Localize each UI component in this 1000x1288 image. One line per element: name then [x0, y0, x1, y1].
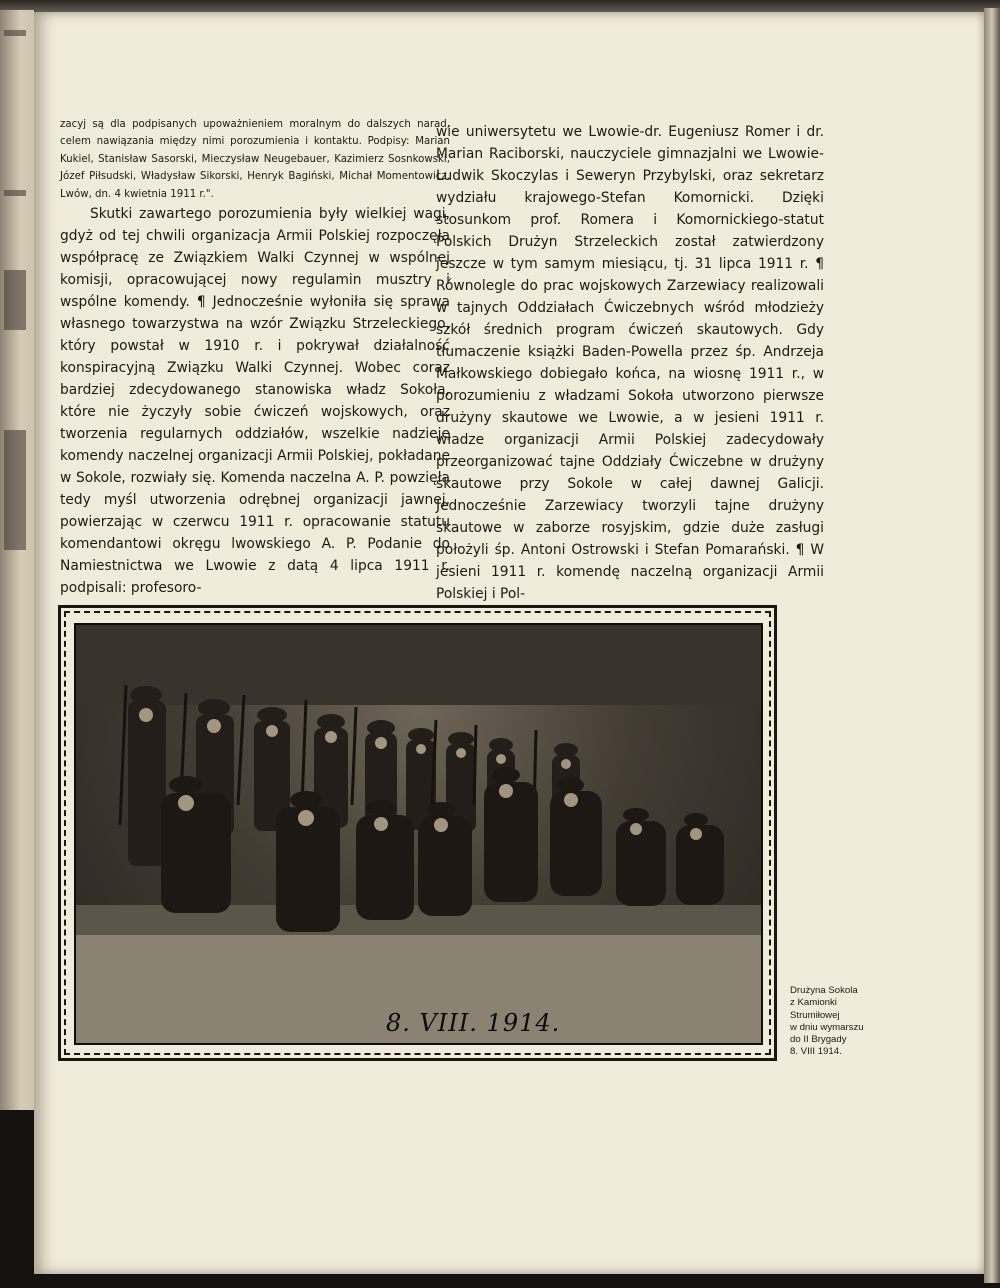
quoted-document-ending: zacyj są dla podpisanych upoważnieniem moralnym do dalszych narad, celem nawiązania między nimi porozumienia i kontaktu. Podpisy: Marian Kukiel, Stanisław Sasorski, Mieczysław Neugebauer, Kazimierz Sosnkowski, Józef Piłsudski, Władysław Sikorski, Henryk Bagiński, Michał Momentowicz. Lwów, dn. 4 kwietnia 1911 r.".: [60, 119, 450, 200]
photo-ornamental-frame: [58, 605, 777, 1061]
page-fragment: [4, 430, 26, 550]
caption-line: do II Brygady: [790, 1034, 847, 1046]
book-right-edge: [984, 8, 1000, 1283]
caption-line: Drużyna Sokola: [790, 985, 858, 996]
left-body-paragraph: Skutki zawartego porozumienia były wielkiej wagi, gdyż od tej chwili organizacja Armii Polskiej rozpoczęła współpracę ze Związkiem Walki Czynnej w wspólnej komisji, opracowującej nowy regulamin musztry i wspólne komendy. ¶ Jednocześnie wyłoniła się sprawa własnego towarzystwa na wzór Związku Strzeleckiego, który powstał w 1910 r. i pokrywał działalność konspiracyjną Związku Walki Czynnej. Wobec coraz bardziej zdecydowanego stanowiska władz Sokoła, które nie życzyły sobie ćwiczeń wojskowych, oraz tworzenia regularnych oddziałów, wszelkie nadzieje komendy naczelnej organizacji Armii Polskiej, pokładane w Sokole, rozwiały się. Komenda naczelna A. P. powzięła tedy myśl utworzenia odrębnej organizacji jawnej, powierzając w czerwcu 1911 r. opracowanie statutu komendantowi okręgu lwowskiego A. P. Podanie do Namiestnictwa we Lwowie z datą 4 lipca 1911 r. podpisali: profesoro-: [60, 206, 450, 597]
handwritten-inscription: 8. VIII. 1914.: [386, 1009, 561, 1037]
group-photograph: [74, 623, 763, 1045]
photo-scene: [76, 625, 761, 1043]
caption-line: 8. VIII 1914.: [790, 1046, 842, 1058]
adjacent-page-edge: [0, 10, 36, 1110]
caption-line: w dniu wymarszu: [790, 1021, 864, 1033]
page-fragment: [4, 270, 26, 330]
right-body-paragraph: wie uniwersytetu we Lwowie-dr. Eugeniusz Romer i dr. Marian Raciborski, nauczyciele gimnazjalni we Lwowie-Ludwik Skoczylas i Seweryn Przybylski, oraz sekretarz wydziału krajowego-Stefan Komornicki. Dzięki stosunkom prof. Romera i Komornickiego-statut Polskich Drużyn Strzeleckich został zatwierdzony jeszcze w tym samym miesiącu, tj. 31 lipca 1911 r. ¶ Równolegle do prac wojskowych Zarzewiacy realizowali w tajnych Oddziałach Ćwiczebnych wśród młodzieży szkół średnich program ćwiczeń skautowych. Gdy tłumaczenie książki Baden-Powella przez śp. Andrzeja Małkowskiego dobiegało końca, na wiosnę 1911 r., w porozumieniu z władzami Sokoła utworzono pierwsze drużyny skautowe we Lwowie, a w jesieni 1911 r. władze organizacji Armii Polskiej zadecydowały przeorganizować tajne Oddziały Ćwiczebne w drużyny skautowe przy Sokole w całej dawnej Galicji. Jednocześnie Zarzewiacy tworzyli tajne drużyny skautowe w zaborze rosyjskim, gdzie duże zasługi położyli śp. Antoni Ostrowski i Stefan Pomarański. ¶ W jesieni 1911 r. komendę naczelną organizacji Armii Polskiej i Pol-: [436, 124, 824, 602]
left-text-column: [60, 116, 450, 599]
photo-caption: [790, 985, 910, 1059]
caption-line: Strumiłowej: [790, 1009, 840, 1021]
page-fragment: [4, 190, 26, 196]
caption-line: z Kamionki: [790, 997, 837, 1009]
right-text-column: [436, 121, 824, 605]
page-fragment: [4, 30, 26, 36]
